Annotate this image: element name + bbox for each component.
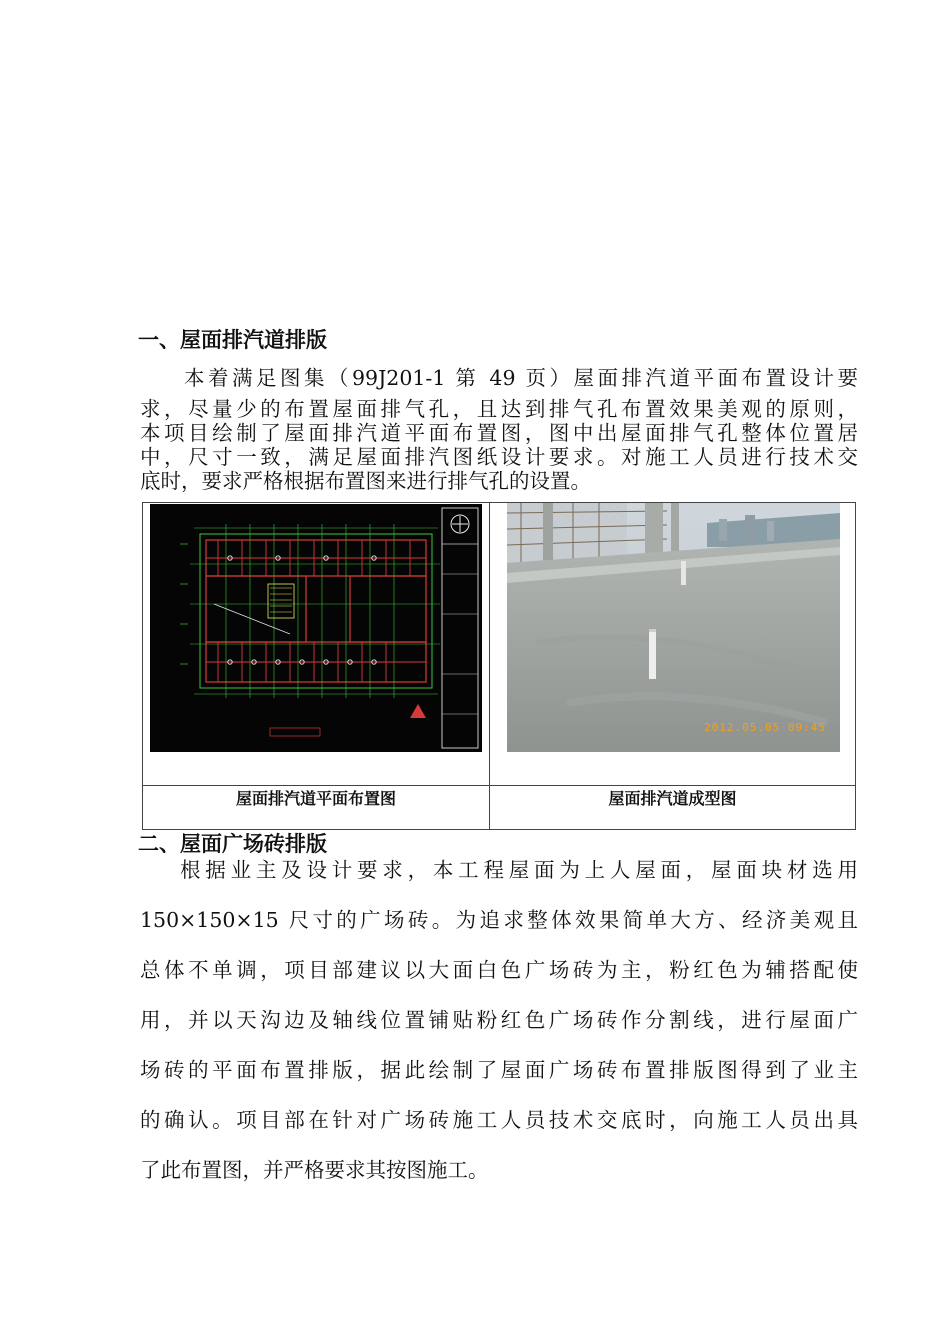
paragraph-line: 总体不单调，项目部建议以大面白色广场砖为主，粉红色为辅搭配使 [140,958,858,982]
section-2-paragraph [140,845,858,1195]
left-figure-caption: 屋面排汽道平面布置图 [235,791,396,808]
paragraph-line: 150×150×15 尺寸的广场砖。为追求整体效果简单大方、经济美观且 [140,908,858,932]
paragraph-line: 本项目绘制了屋面排汽道平面布置图，图中出屋面排气孔整体位置居 [140,421,858,445]
table-divider [489,503,490,829]
right-figure-caption: 屋面排汽道成型图 [608,791,737,808]
paragraph-line: 底时，要求严格根据布置图来进行排气孔的设置。 [140,469,591,493]
paragraph-line: 根据业主及设计要求，本工程屋面为上人屋面，屋面块材选用 [180,858,858,882]
roof-vent-layout-drawing [150,504,482,752]
roof-vent-finished-photo [507,503,840,752]
paragraph-line: 本着满足图集（99J201-1 第 49 页）屋面排汽道平面布置设计要 [184,366,858,390]
figure-table [142,502,856,830]
section-1-paragraph [140,365,858,493]
paragraph-line: 用，并以天沟边及轴线位置铺贴粉红色广场砖作分割线，进行屋面广 [140,1008,858,1032]
section-2-heading: 二、屋面广场砖排版 [138,833,327,856]
paragraph-line: 场砖的平面布置排版，据此绘制了屋面广场砖布置排版图得到了业主 [140,1058,858,1082]
paragraph-line: 的确认。项目部在针对广场砖施工人员技术交底时，向施工人员出具 [140,1108,858,1132]
photo-timestamp: 2012.05.05 09:45 [704,721,826,734]
paragraph-line: 中，尺寸一致，满足屋面排汽图纸设计要求。对施工人员进行技术交 [140,445,858,469]
paragraph-line: 了此布置图，并严格要求其按图施工。 [140,1158,489,1182]
section-1-heading: 一、屋面排汽道排版 [138,329,327,352]
paragraph-line: 求，尽量少的布置屋面排气孔，且达到排气孔布置效果美观的原则， [140,397,858,421]
